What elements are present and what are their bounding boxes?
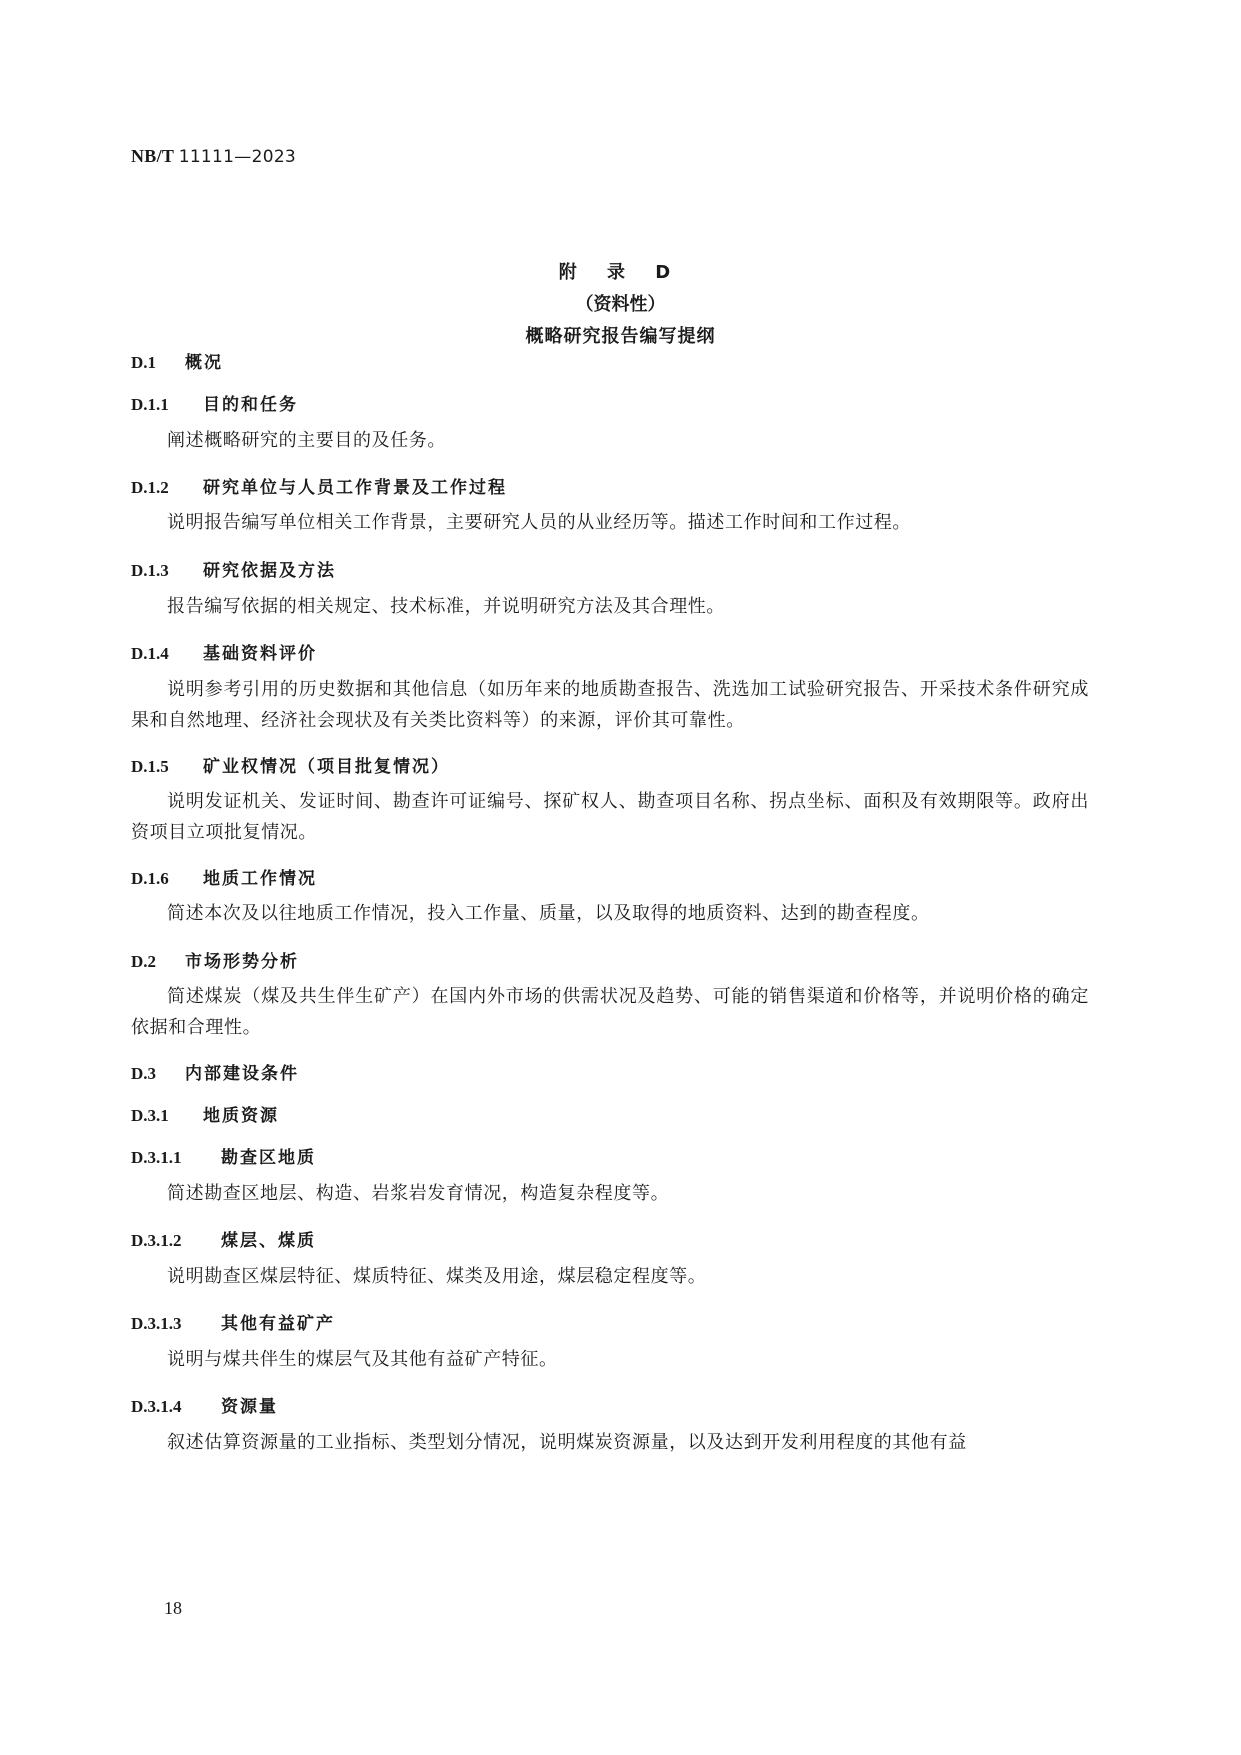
section-number: D.3.1.2 <box>131 1231 182 1250</box>
section-title: 其他有益矿产 <box>221 1314 335 1334</box>
standard-number: 11111—2023 <box>178 147 297 167</box>
section-title: 资源量 <box>221 1397 278 1417</box>
paragraph-d3-1-2: 说明勘查区煤层特征、煤质特征、煤类及用途，煤层稳定程度等。 <box>167 1266 707 1287</box>
section-number: D.3 <box>131 1064 157 1083</box>
heading-d1-4 <box>131 639 317 664</box>
section-number: D.1.1 <box>131 395 169 414</box>
section-title: 地质资源 <box>203 1106 279 1126</box>
heading-d3 <box>131 1059 299 1084</box>
appendix-name: 概略研究报告编写提纲 <box>525 326 716 347</box>
section-number: D.1.2 <box>131 478 169 497</box>
section-title: 市场形势分析 <box>185 952 299 972</box>
section-title: 基础资料评价 <box>203 644 317 664</box>
paragraph-d1-6: 简述本次及以往地质工作情况，投入工作量、质量，以及取得的地质资料、达到的勘查程度。 <box>167 903 930 924</box>
heading-d3-1-3 <box>131 1309 335 1334</box>
paragraph-d1-5: 说明发证机关、发证时间、勘查许可证编号、探矿权人、勘查项目名称、拐点坐标、面积及有效期限等。政府出资项目立项批复情况。 <box>131 791 1089 843</box>
section-title: 目的和任务 <box>203 395 298 415</box>
paragraph-d1-4: 说明参考引用的历史数据和其他信息（如历年来的地质勘查报告、洗选加工试验研究报告、开采技术条件研究成果和自然地理、经济社会现状及有关类比资料等）的来源，评价其可靠性。 <box>131 679 1089 731</box>
heading-d3-1 <box>131 1101 279 1126</box>
heading-d3-1-2 <box>131 1226 316 1251</box>
appendix-title: 附 录 D <box>558 262 683 283</box>
paragraph-d3-1-1: 简述勘查区地层、构造、岩浆岩发育情况，构造复杂程度等。 <box>167 1183 670 1204</box>
document-number <box>131 146 296 167</box>
paragraph-d3-1-4: 叙述估算资源量的工业指标、类型划分情况，说明煤炭资源量，以及达到开发利用程度的其他有益 <box>167 1432 967 1453</box>
section-title: 概况 <box>185 353 223 373</box>
paragraph-d3-1-3: 说明与煤共伴生的煤层气及其他有益矿产特征。 <box>167 1349 558 1370</box>
heading-d1-6 <box>131 864 317 889</box>
paragraph-d2: 简述煤炭（煤及共生伴生矿产）在国内外市场的供需状况及趋势、可能的销售渠道和价格等，并说明价格的确定依据和合理性。 <box>131 986 1089 1038</box>
section-title: 内部建设条件 <box>185 1064 299 1084</box>
section-number: D.1.5 <box>131 757 169 776</box>
paragraph-d1-2: 说明报告编写单位相关工作背景，主要研究人员的从业经历等。描述工作时间和工作过程。 <box>167 512 911 533</box>
heading-d3-1-1 <box>131 1143 316 1168</box>
section-number: D.3.1.3 <box>131 1314 182 1333</box>
section-number: D.3.1.1 <box>131 1148 182 1167</box>
section-number: D.1.4 <box>131 644 169 663</box>
section-number: D.1.6 <box>131 869 169 888</box>
section-number: D.2 <box>131 952 157 971</box>
section-number: D.3.1.4 <box>131 1397 182 1416</box>
page-number: 18 <box>164 1598 182 1618</box>
heading-d3-1-4 <box>131 1392 278 1417</box>
section-number: D.1.3 <box>131 561 169 580</box>
standard-code: NB/T <box>131 146 174 166</box>
section-title: 煤层、煤质 <box>221 1231 316 1251</box>
section-title: 地质工作情况 <box>203 869 317 889</box>
heading-d1 <box>131 348 223 373</box>
section-title: 矿业权情况（项目批复情况） <box>203 757 450 777</box>
appendix-type: （资料性） <box>575 294 666 315</box>
section-title: 勘查区地质 <box>221 1148 316 1168</box>
paragraph-d1-3: 报告编写依据的相关规定、技术标准，并说明研究方法及其合理性。 <box>167 596 725 617</box>
section-title: 研究单位与人员工作背景及工作过程 <box>203 478 507 498</box>
section-title: 研究依据及方法 <box>203 561 336 581</box>
heading-d1-2 <box>131 473 507 498</box>
paragraph-d1-1: 阐述概略研究的主要目的及任务。 <box>167 430 446 451</box>
heading-d1-3 <box>131 556 336 581</box>
heading-d1-1 <box>131 390 298 415</box>
heading-d2 <box>131 947 299 972</box>
section-number: D.3.1 <box>131 1106 169 1125</box>
heading-d1-5 <box>131 752 450 777</box>
section-number: D.1 <box>131 353 157 372</box>
